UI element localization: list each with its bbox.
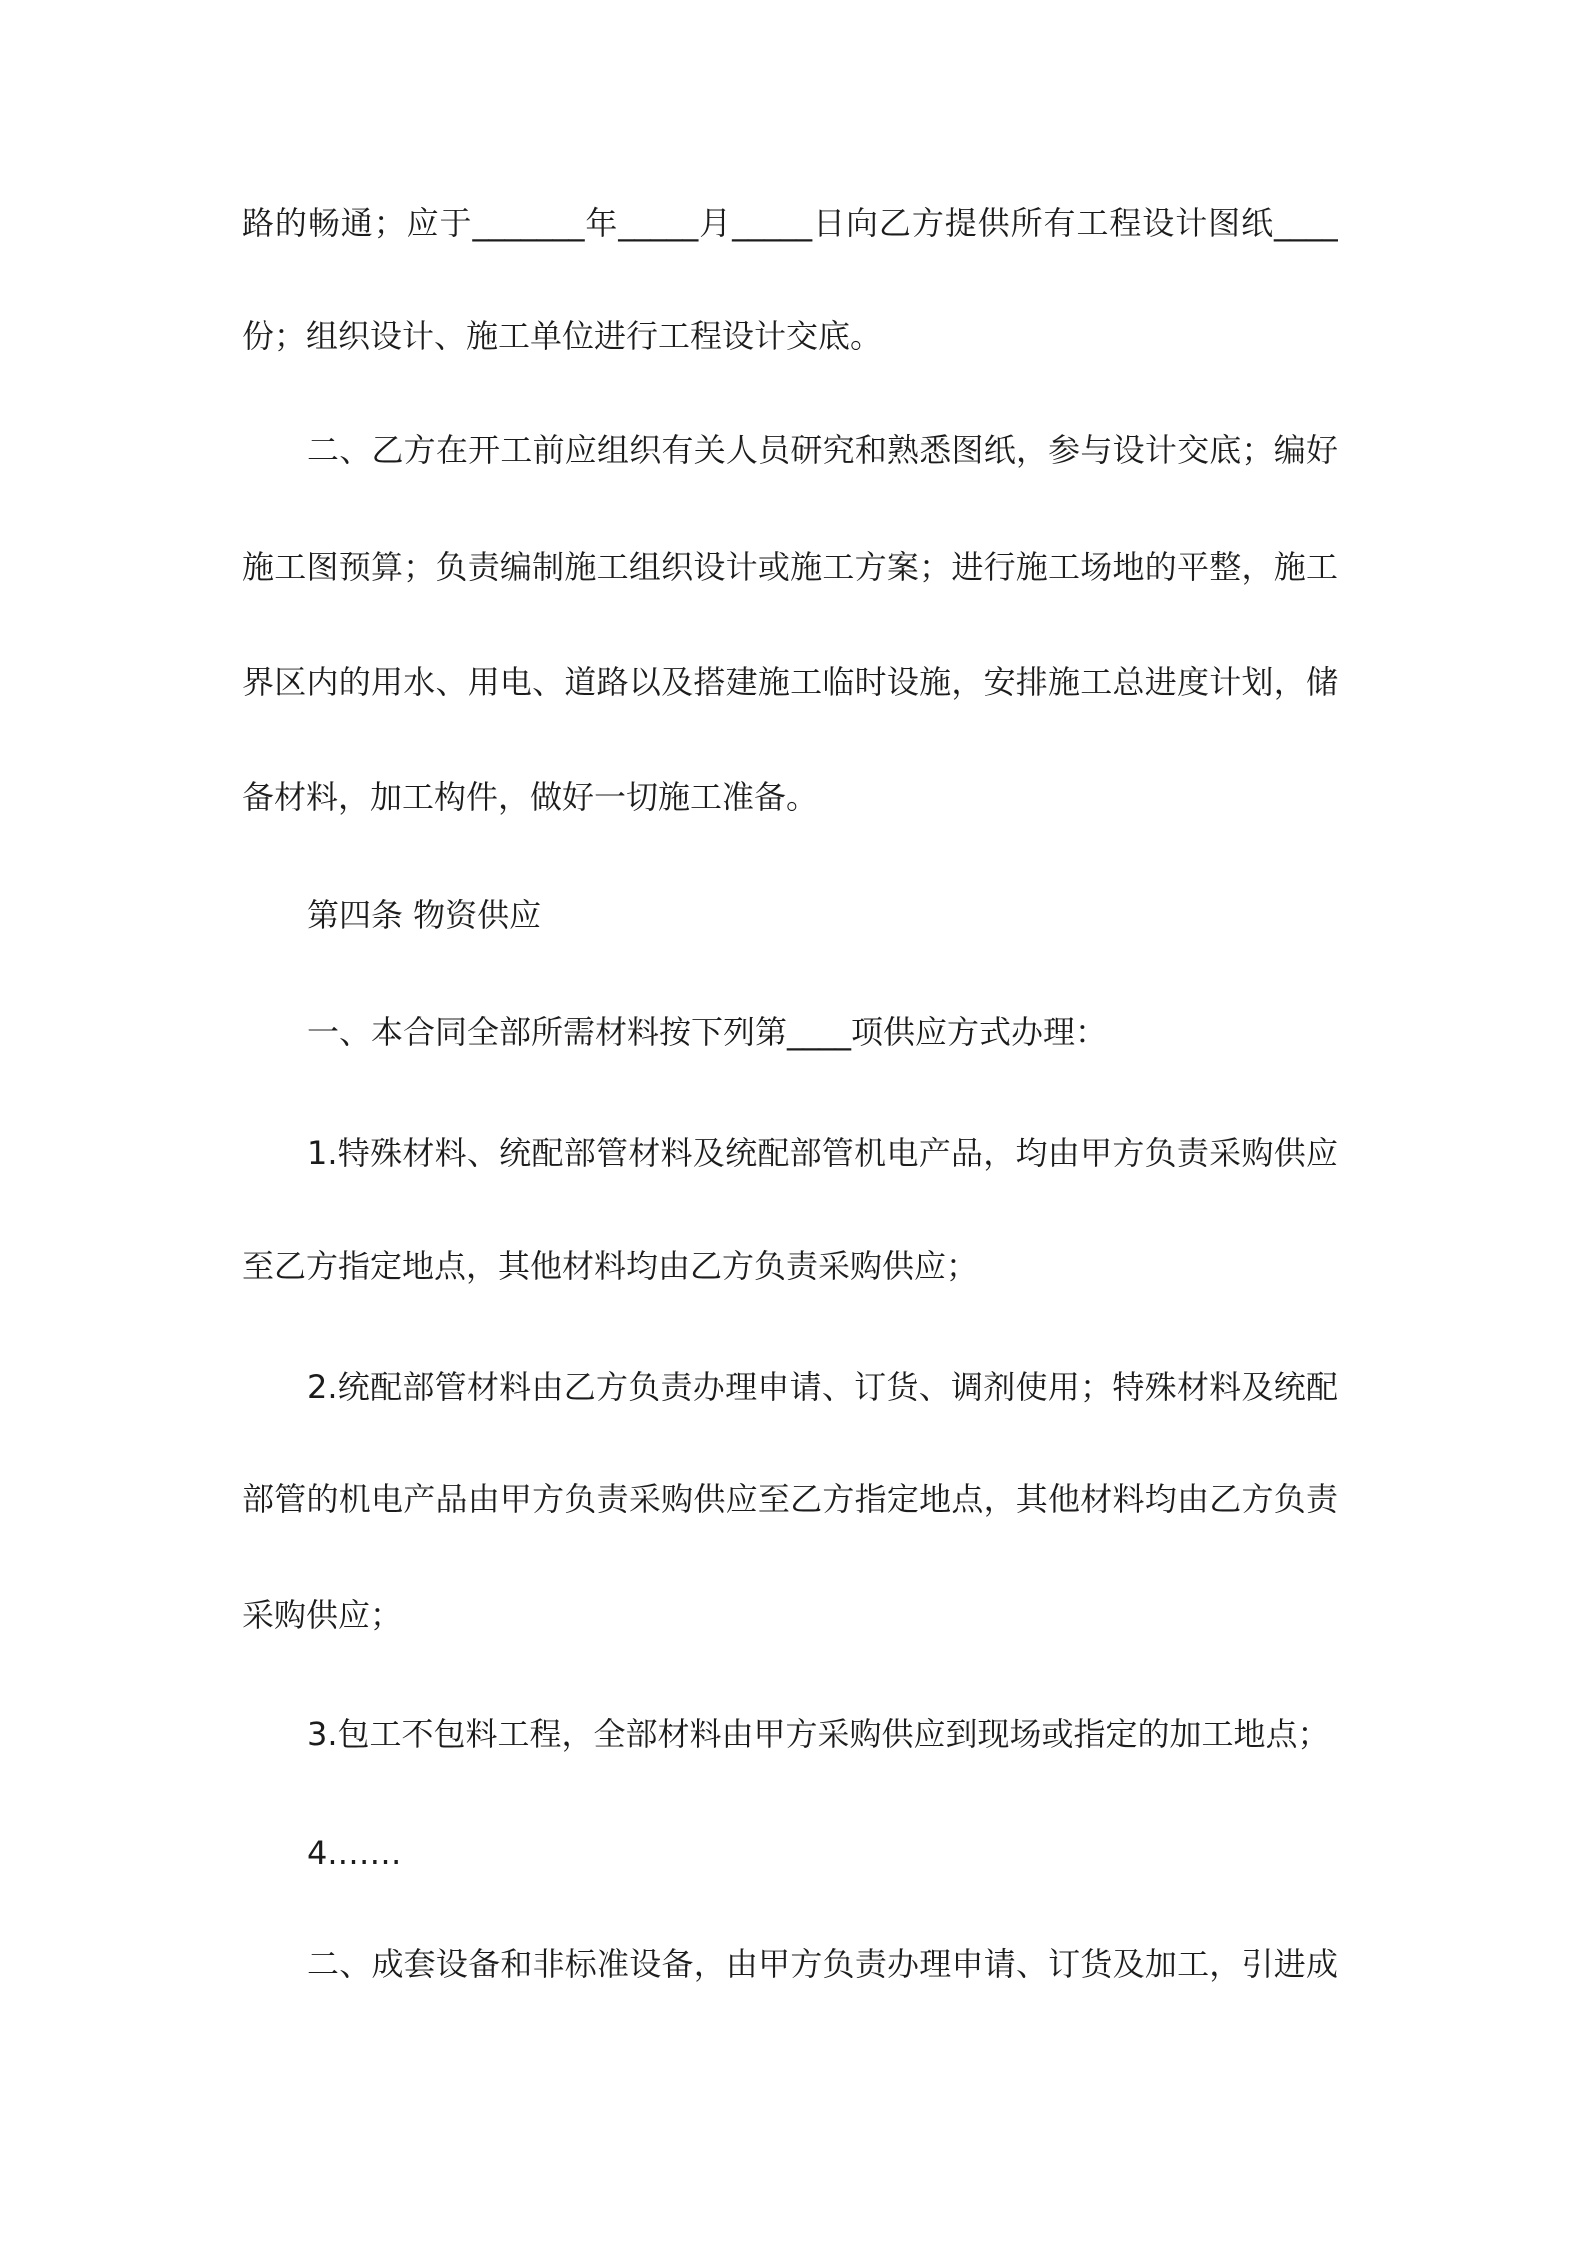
text-line: 二、乙方在开工前应组织有关人员研究和熟悉图纸，参与设计交底；编好 xyxy=(307,431,1338,469)
text-line: 采购供应； xyxy=(242,1596,403,1634)
text-line: 施工图预算；负责编制施工组织设计或施工方案；进行施工场地的平整，施工 xyxy=(242,548,1338,586)
section-heading: 第四条 物资供应 xyxy=(307,896,542,934)
text-line: 路的畅通；应于_______年_____月_____日向乙方提供所有工程设计图纸____ xyxy=(242,204,1338,242)
text-line: 二、成套设备和非标准设备，由甲方负责办理申请、订货及加工，引进成 xyxy=(307,1945,1338,1983)
text-line: 1.特殊材料、统配部管材料及统配部管机电产品，均由甲方负责采购供应 xyxy=(307,1134,1338,1172)
text-line: 部管的机电产品由甲方负责采购供应至乙方指定地点，其他材料均由乙方负责 xyxy=(242,1480,1338,1518)
text-line: 份；组织设计、施工单位进行工程设计交底。 xyxy=(242,317,883,355)
text-line: 备材料，加工构件，做好一切施工准备。 xyxy=(242,778,819,816)
text-line: 界区内的用水、用电、道路以及搭建施工临时设施，安排施工总进度计划，储 xyxy=(242,663,1338,701)
text-line: 3.包工不包料工程，全部材料由甲方采购供应到现场或指定的加工地点； xyxy=(307,1715,1330,1753)
text-line: 至乙方指定地点，其他材料均由乙方负责采购供应； xyxy=(242,1247,979,1285)
text-line: 2.统配部管材料由乙方负责办理申请、订货、调剂使用；特殊材料及统配 xyxy=(307,1368,1338,1406)
text-line: 一、本合同全部所需材料按下列第____项供应方式办理： xyxy=(307,1013,1108,1051)
text-line: 4.…… xyxy=(307,1834,402,1872)
